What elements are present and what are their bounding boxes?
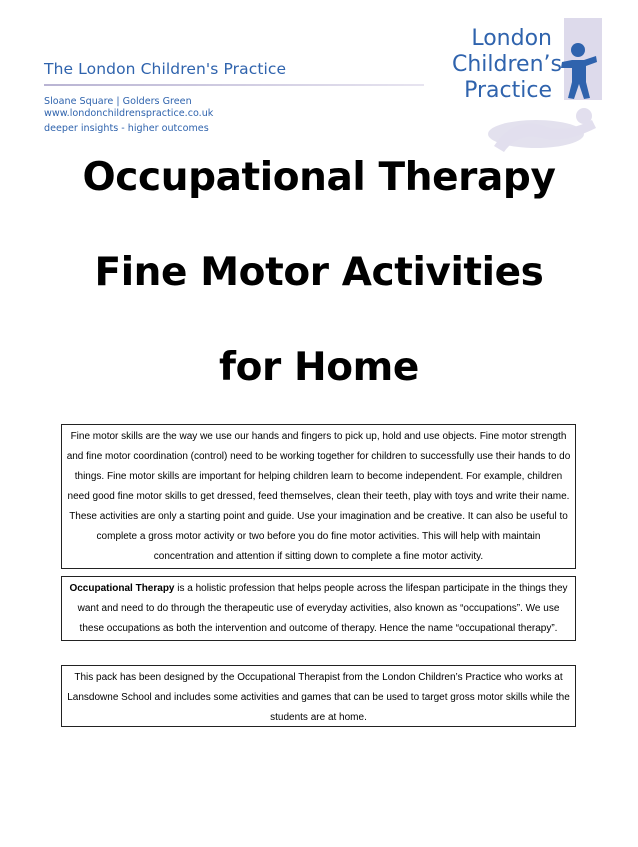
practice-tagline: deeper insights - higher outcomes [44,123,209,134]
ot-term: Occupational Therapy [69,583,175,594]
intro-box [61,424,576,569]
practice-logo [414,16,610,156]
title-fine-motor-activities: Fine Motor Activities [94,250,544,295]
ot-definition: is a holistic profession that helps people across the lifespan participate in the things they want and need to do through the therapeutic use of everyday activities, also known as “occupations”. We use these occupations as both the intervention and outcome of therapy. Hence the name “occupational therapy”. [77,583,568,634]
logo-text-london: London [471,26,552,51]
title-for-home: for Home [219,345,419,390]
occupational-therapy-box [61,576,576,641]
logo-text-practice: Practice [464,78,552,103]
title-occupational-therapy: Occupational Therapy [82,155,556,200]
pack-info-text: This pack has been designed by the Occupational Therapist from the London Children’s Practice who works at Lansdowne School and includes some activities and games that can be used to target gross motor skills while the students are at home. [67,672,570,723]
practice-name: The London Children's Practice [44,60,287,78]
practice-website-link[interactable]: www.londonchildrenspractice.co.uk [44,108,214,119]
intro-text: Fine motor skills are the way we use our hands and fingers to pick up, hold and use objects. Fine motor strength and fine motor coordination (control) need to be working together for children to successfully use their hands to do things. Fine motor skills are important for helping children learn to become independent. For example, children need good fine motor skills to get dressed, feed themselves, clean their teeth, play with toys and write their name. These activities are only a starting point and guide. Use your imagination and be creative. It can also be useful to complete a gross motor activity or two before you do fine motor activities. This will help with maintain concentration and attention if sitting down to complete a fine motor activity. [66,431,571,562]
practice-locations: Sloane Square | Golders Green [44,96,192,107]
pack-info-box [61,665,576,727]
logo-text-childrens: Children’s [452,52,562,77]
header-divider [44,84,424,86]
ot-paragraph [66,579,571,639]
